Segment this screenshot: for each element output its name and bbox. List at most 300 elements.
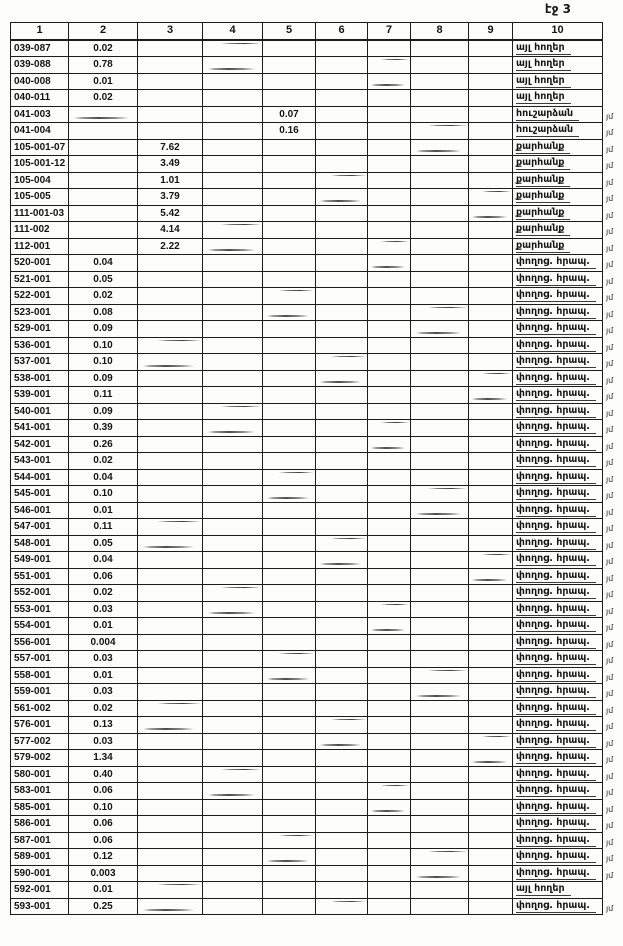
empty-cell-col4: [203, 420, 263, 437]
area-value-cell-col5: [263, 436, 316, 453]
empty-cell-col6: [316, 552, 368, 569]
area-value-cell-col2: 0.09: [69, 370, 138, 387]
land-use-cell: [513, 799, 603, 816]
margin-mark: յմ: [606, 326, 614, 335]
empty-cell-col4: [203, 189, 263, 206]
parcel-code-cell: 551-001: [11, 568, 69, 585]
empty-cell-col9: [469, 370, 513, 387]
empty-cell-col6: [316, 733, 368, 750]
parcel-code-cell: 589-001: [11, 849, 69, 866]
empty-cell-col9: [469, 502, 513, 519]
margin-mark: յմ: [606, 837, 614, 847]
area-value-cell-col3: [138, 651, 203, 668]
area-value-cell-col2: 0.004: [69, 634, 138, 651]
land-use-label: փողոց. հրապ.: [516, 421, 596, 434]
empty-cell-col8: [411, 849, 469, 866]
empty-cell-col4: [203, 486, 263, 503]
empty-cell-col4: [203, 618, 263, 635]
area-value-cell-col5: [263, 552, 316, 569]
empty-cell-col4: [203, 733, 263, 750]
empty-cell-col4: [203, 57, 263, 74]
land-use-cell: [513, 717, 603, 734]
area-value-cell-col3: [138, 321, 203, 338]
area-value-cell-col2: 0.02: [69, 700, 138, 717]
empty-cell-col9: [469, 73, 513, 90]
empty-cell-col4: [203, 73, 263, 90]
empty-cell-col7: [368, 882, 411, 899]
empty-cell-col6: [316, 717, 368, 734]
land-use-cell: [513, 519, 603, 536]
area-value-cell-col3: [138, 123, 203, 140]
parcel-code-cell: 039-087: [11, 40, 69, 57]
area-value-cell-col2: 0.05: [69, 535, 138, 552]
parcel-code-cell: 592-001: [11, 882, 69, 899]
parcel-code-cell: 559-001: [11, 684, 69, 701]
empty-cell-col9: [469, 271, 513, 288]
area-value-cell-col3: [138, 766, 203, 783]
area-value-cell-col3: [138, 502, 203, 519]
table-row: [11, 783, 623, 800]
empty-cell-col7: [368, 634, 411, 651]
table-row: [11, 865, 623, 882]
empty-cell-col8: [411, 832, 469, 849]
margin-mark: յմ: [606, 557, 614, 566]
empty-cell-col7: [368, 238, 411, 255]
land-use-cell: [513, 288, 603, 305]
parcel-code-cell: 583-001: [11, 783, 69, 800]
empty-cell-col7: [368, 750, 411, 767]
area-value-cell-col2: 0.12: [69, 849, 138, 866]
land-use-cell: [513, 651, 603, 668]
empty-cell-col4: [203, 568, 263, 585]
area-value-cell-col2: [69, 189, 138, 206]
column-header-7: 7: [368, 23, 411, 40]
area-value-cell-col2: 0.02: [69, 40, 138, 57]
margin-mark: յմ: [606, 705, 614, 715]
empty-cell-col7: [368, 106, 411, 123]
area-value-cell-col3: [138, 337, 203, 354]
empty-cell-col9: [469, 222, 513, 239]
empty-cell-col8: [411, 106, 469, 123]
land-use-label: փողոց. հրապ.: [516, 454, 596, 467]
empty-cell-col6: [316, 321, 368, 338]
empty-cell-col9: [469, 618, 513, 635]
land-use-cell: [513, 882, 603, 899]
empty-cell-col9: [469, 684, 513, 701]
empty-cell-col9: [469, 634, 513, 651]
table-row: [11, 717, 623, 734]
empty-cell-col4: [203, 700, 263, 717]
land-use-cell: [513, 733, 603, 750]
parcel-code-cell: 547-001: [11, 519, 69, 536]
area-value-cell-col2: 0.01: [69, 618, 138, 635]
margin-mark: յմ: [606, 804, 614, 814]
land-use-cell: [513, 486, 603, 503]
empty-cell-col6: [316, 90, 368, 107]
empty-cell-col4: [203, 205, 263, 222]
empty-cell-col4: [203, 156, 263, 173]
margin-mark: յմ: [606, 722, 614, 731]
land-use-cell: [513, 205, 603, 222]
land-use-cell: [513, 552, 603, 569]
empty-cell-col8: [411, 139, 469, 156]
empty-cell-col7: [368, 766, 411, 783]
land-use-label: փողոց. հրապ.: [516, 339, 596, 352]
area-value-cell-col5: [263, 73, 316, 90]
table-row: [11, 156, 623, 173]
area-value-cell-col2: 0.09: [69, 403, 138, 420]
empty-cell-col7: [368, 898, 411, 915]
land-use-label: փողոց. հրապ.: [516, 570, 596, 583]
table-row: [11, 568, 623, 585]
margin-mark: յմ: [606, 128, 614, 137]
area-value-cell-col5: [263, 700, 316, 717]
area-value-cell-col2: 0.10: [69, 354, 138, 371]
land-use-label: փողոց. հրապ.: [516, 669, 596, 682]
area-value-cell-col2: 0.03: [69, 601, 138, 618]
column-header-2: 2: [69, 23, 138, 40]
table-row: [11, 585, 623, 602]
empty-cell-col9: [469, 288, 513, 305]
land-use-label: փողոց. հրապ.: [516, 850, 596, 863]
land-use-label: փողոց. հրապ.: [516, 801, 596, 814]
area-value-cell-col5: [263, 618, 316, 635]
margin-mark: յմ: [606, 375, 614, 385]
land-use-label: այլ հողեր: [516, 91, 571, 104]
empty-cell-col7: [368, 535, 411, 552]
land-use-cell: [513, 684, 603, 701]
area-value-cell-col3: 3.49: [138, 156, 203, 173]
empty-cell-col7: [368, 156, 411, 173]
empty-cell-col9: [469, 585, 513, 602]
table-row: [11, 667, 623, 684]
area-value-cell-col5: [263, 337, 316, 354]
empty-cell-col4: [203, 139, 263, 156]
area-value-cell-col2: 0.11: [69, 387, 138, 404]
margin-mark: յմ: [606, 425, 614, 434]
area-value-cell-col5: [263, 816, 316, 833]
land-use-label: փողոց. հրապ.: [516, 834, 596, 847]
land-use-label: փողոց. հրապ.: [516, 355, 596, 368]
area-value-cell-col5: [263, 420, 316, 437]
parcel-code-cell: 112-001: [11, 238, 69, 255]
empty-cell-col6: [316, 420, 368, 437]
table-row: [11, 288, 623, 305]
empty-cell-col4: [203, 354, 263, 371]
margin-mark: յմ: [606, 227, 614, 236]
area-value-cell-col5: [263, 519, 316, 536]
empty-cell-col8: [411, 420, 469, 437]
area-value-cell-col3: 2.22: [138, 238, 203, 255]
land-use-label: այլ հողեր: [516, 883, 571, 896]
column-header-3: 3: [138, 23, 203, 40]
empty-cell-col8: [411, 370, 469, 387]
column-header-9: 9: [469, 23, 513, 40]
empty-cell-col7: [368, 288, 411, 305]
table-row: [11, 123, 623, 140]
land-use-label: փողոց. հրապ.: [516, 817, 596, 830]
area-value-cell-col2: 0.13: [69, 717, 138, 734]
empty-cell-col8: [411, 205, 469, 222]
margin-mark: յմ: [606, 210, 614, 220]
parcel-code-cell: 536-001: [11, 337, 69, 354]
area-value-cell-col2: 0.39: [69, 420, 138, 437]
margin-mark: յմ: [606, 276, 614, 286]
table-row: [11, 139, 623, 156]
area-value-cell-col5: [263, 321, 316, 338]
table-row: [11, 733, 623, 750]
table-row: [11, 832, 623, 849]
area-value-cell-col5: 0.16: [263, 123, 316, 140]
empty-cell-col9: [469, 766, 513, 783]
land-use-label: քարհանք: [516, 141, 570, 154]
parcel-code-cell: 580-001: [11, 766, 69, 783]
margin-mark: յմ: [606, 689, 614, 698]
area-value-cell-col3: [138, 436, 203, 453]
area-value-cell-col2: 0.01: [69, 502, 138, 519]
empty-cell-col7: [368, 172, 411, 189]
empty-cell-col8: [411, 288, 469, 305]
area-value-cell-col5: [263, 585, 316, 602]
empty-cell-col6: [316, 651, 368, 668]
empty-cell-col8: [411, 403, 469, 420]
land-use-cell: [513, 618, 603, 635]
area-value-cell-col5: [263, 651, 316, 668]
area-value-cell-col3: [138, 816, 203, 833]
empty-cell-col7: [368, 519, 411, 536]
table-row: [11, 552, 623, 569]
empty-cell-col6: [316, 502, 368, 519]
parcel-code-cell: 521-001: [11, 271, 69, 288]
land-use-label: փողոց. հրապ.: [516, 900, 596, 913]
empty-cell-col9: [469, 238, 513, 255]
parcel-code-cell: 558-001: [11, 667, 69, 684]
empty-cell-col8: [411, 90, 469, 107]
margin-gutter: [603, 23, 623, 40]
column-header-8: 8: [411, 23, 469, 40]
empty-cell-col9: [469, 651, 513, 668]
empty-cell-col9: [469, 469, 513, 486]
empty-cell-col7: [368, 601, 411, 618]
empty-cell-col6: [316, 337, 368, 354]
empty-cell-col7: [368, 90, 411, 107]
parcel-code-cell: 040-011: [11, 90, 69, 107]
land-use-label: փողոց. հրապ.: [516, 537, 596, 550]
empty-cell-col8: [411, 799, 469, 816]
column-header-10: 10: [513, 23, 603, 40]
area-value-cell-col3: [138, 90, 203, 107]
land-use-cell: [513, 139, 603, 156]
table-row: [11, 321, 623, 338]
area-value-cell-col3: 7.62: [138, 139, 203, 156]
land-use-label: փողոց. հրապ.: [516, 306, 596, 319]
margin-mark: յմ: [606, 590, 614, 599]
empty-cell-col8: [411, 172, 469, 189]
empty-cell-col6: [316, 189, 368, 206]
empty-cell-col6: [316, 40, 368, 57]
empty-cell-col7: [368, 832, 411, 849]
land-use-cell: [513, 634, 603, 651]
table-body: [11, 40, 623, 915]
land-use-cell: [513, 453, 603, 470]
area-value-cell-col2: [69, 238, 138, 255]
margin-mark: յմ: [606, 293, 614, 302]
empty-cell-col7: [368, 420, 411, 437]
area-value-cell-col2: 0.26: [69, 436, 138, 453]
parcel-code-cell: 040-008: [11, 73, 69, 90]
empty-cell-col4: [203, 370, 263, 387]
empty-cell-col4: [203, 634, 263, 651]
land-use-cell: [513, 832, 603, 849]
area-value-cell-col3: 1.01: [138, 172, 203, 189]
empty-cell-col8: [411, 585, 469, 602]
area-value-cell-col5: [263, 57, 316, 74]
empty-cell-col6: [316, 205, 368, 222]
land-use-label: այլ հողեր: [516, 75, 571, 88]
land-use-cell: [513, 238, 603, 255]
area-value-cell-col5: [263, 205, 316, 222]
margin-mark: յմ: [606, 474, 614, 484]
margin-mark: յմ: [606, 161, 614, 170]
table-row: [11, 882, 623, 899]
margin-mark: յմ: [606, 491, 614, 500]
margin-mark: յմ: [606, 524, 614, 533]
empty-cell-col8: [411, 189, 469, 206]
parcel-code-cell: 105-001-07: [11, 139, 69, 156]
land-use-cell: [513, 403, 603, 420]
margin-mark: յմ: [606, 260, 614, 269]
margin-mark: յմ: [606, 903, 614, 913]
area-value-cell-col5: [263, 40, 316, 57]
empty-cell-col4: [203, 865, 263, 882]
area-value-cell-col2: [69, 106, 138, 123]
land-use-cell: [513, 222, 603, 239]
parcel-code-cell: 520-001: [11, 255, 69, 272]
parcel-code-cell: 557-001: [11, 651, 69, 668]
empty-cell-col9: [469, 799, 513, 816]
area-value-cell-col3: [138, 288, 203, 305]
empty-cell-col8: [411, 304, 469, 321]
land-use-cell: [513, 172, 603, 189]
empty-cell-col9: [469, 783, 513, 800]
land-use-label: փողոց. հրապ.: [516, 636, 596, 649]
empty-cell-col7: [368, 552, 411, 569]
empty-cell-col4: [203, 882, 263, 899]
table-row: [11, 40, 623, 57]
table-row: [11, 766, 623, 783]
table-row: [11, 436, 623, 453]
area-value-cell-col3: [138, 799, 203, 816]
land-use-label: փողոց. հրապ.: [516, 405, 596, 418]
parcel-code-cell: 540-001: [11, 403, 69, 420]
empty-cell-col4: [203, 766, 263, 783]
empty-cell-col6: [316, 106, 368, 123]
area-value-cell-col2: 0.04: [69, 552, 138, 569]
land-use-label: փողոց. հրապ.: [516, 289, 596, 302]
area-value-cell-col2: 0.25: [69, 898, 138, 915]
table-row: [11, 73, 623, 90]
land-use-cell: [513, 156, 603, 173]
margin-mark: յմ: [606, 177, 614, 187]
empty-cell-col4: [203, 601, 263, 618]
empty-cell-col8: [411, 469, 469, 486]
land-use-label: փողոց. հրապ.: [516, 652, 596, 665]
area-value-cell-col2: 0.02: [69, 585, 138, 602]
area-value-cell-col2: 0.003: [69, 865, 138, 882]
parcel-code-cell: 585-001: [11, 799, 69, 816]
area-value-cell-col5: [263, 90, 316, 107]
empty-cell-col8: [411, 486, 469, 503]
empty-cell-col4: [203, 783, 263, 800]
empty-cell-col6: [316, 667, 368, 684]
empty-cell-col8: [411, 733, 469, 750]
empty-cell-col9: [469, 387, 513, 404]
header-row: [11, 23, 623, 40]
empty-cell-col4: [203, 321, 263, 338]
empty-cell-col7: [368, 139, 411, 156]
area-value-cell-col3: 4.14: [138, 222, 203, 239]
land-use-label: քարհանք: [516, 240, 570, 253]
table-row: [11, 651, 623, 668]
land-use-cell: [513, 535, 603, 552]
parcel-code-cell: 552-001: [11, 585, 69, 602]
margin-mark: յմ: [606, 672, 614, 682]
area-value-cell-col5: 0.07: [263, 106, 316, 123]
area-value-cell-col3: [138, 882, 203, 899]
margin-mark: յմ: [606, 755, 614, 764]
empty-cell-col4: [203, 535, 263, 552]
margin-mark: յմ: [606, 458, 614, 467]
table-row: [11, 337, 623, 354]
column-header-1: 1: [11, 23, 69, 40]
land-use-label: փողոց. հրապ.: [516, 520, 596, 533]
parcel-code-cell: 545-001: [11, 486, 69, 503]
empty-cell-col7: [368, 73, 411, 90]
land-use-label: փողոց. հրապ.: [516, 372, 596, 385]
margin-mark: յմ: [606, 194, 614, 203]
land-use-cell: [513, 90, 603, 107]
empty-cell-col6: [316, 865, 368, 882]
land-use-cell: [513, 106, 603, 123]
area-value-cell-col3: [138, 403, 203, 420]
margin-mark: յմ: [606, 656, 614, 665]
margin-mark: յմ: [606, 359, 614, 368]
empty-cell-col4: [203, 304, 263, 321]
empty-cell-col9: [469, 849, 513, 866]
area-value-cell-col2: [69, 222, 138, 239]
empty-cell-col8: [411, 766, 469, 783]
empty-cell-col8: [411, 882, 469, 899]
empty-cell-col4: [203, 90, 263, 107]
table-row: [11, 750, 623, 767]
land-use-label: փողոց. հրապ.: [516, 487, 596, 500]
parcel-code-cell: 546-001: [11, 502, 69, 519]
empty-cell-col9: [469, 321, 513, 338]
empty-cell-col6: [316, 370, 368, 387]
table-row: [11, 486, 623, 503]
table-row: [11, 535, 623, 552]
empty-cell-col8: [411, 354, 469, 371]
empty-cell-col8: [411, 865, 469, 882]
empty-cell-col6: [316, 354, 368, 371]
area-value-cell-col2: 0.10: [69, 799, 138, 816]
parcel-code-cell: 105-001-12: [11, 156, 69, 173]
empty-cell-col4: [203, 337, 263, 354]
area-value-cell-col2: 0.10: [69, 486, 138, 503]
margin-mark: յմ: [606, 392, 614, 401]
table-row: [11, 57, 623, 74]
table-row: [11, 799, 623, 816]
